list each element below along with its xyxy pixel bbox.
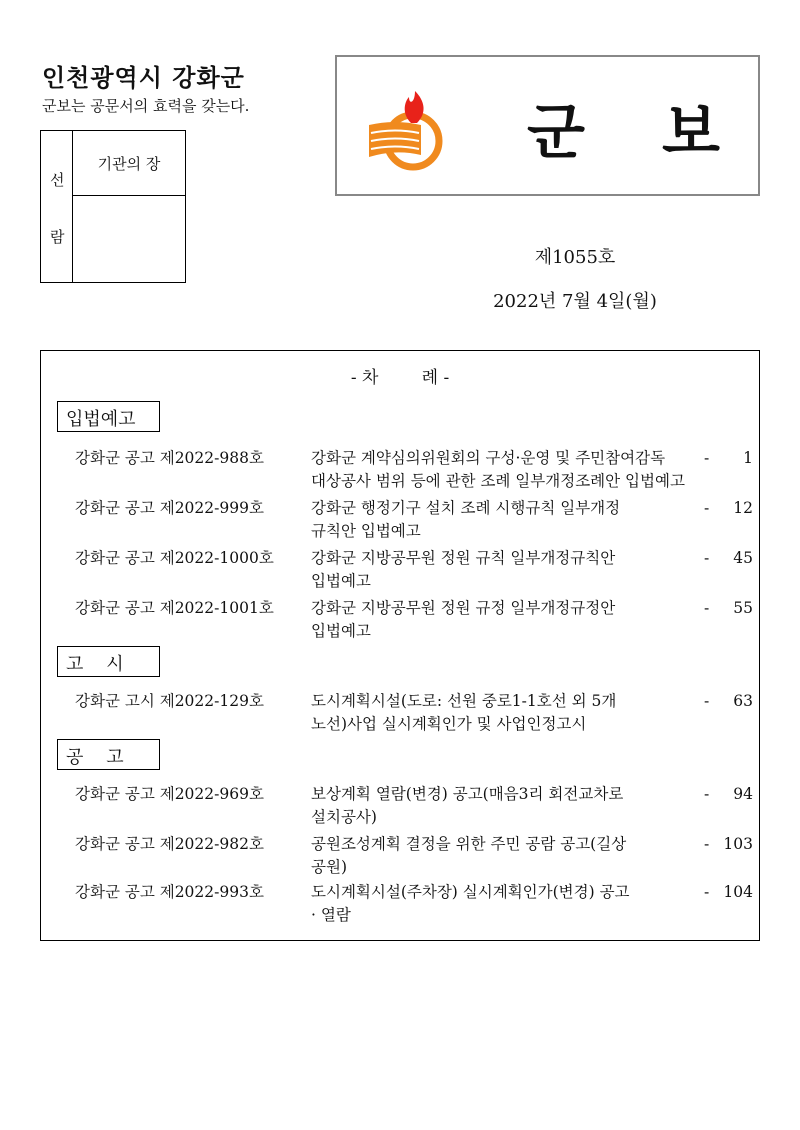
page-number: 12 [733, 499, 753, 517]
notice-number: 강화군 고시 제2022-129호 [75, 692, 264, 710]
page-number: 103 [723, 835, 753, 853]
gazette-title-2: 보 [662, 98, 720, 168]
approval-label-1: 선 [50, 171, 65, 189]
entry-title-line-1: 도시계획시설(주차장) 실시계획인가(변경) 공고 [311, 883, 630, 901]
approval-box [40, 130, 186, 283]
entry-title-line-2: 공원) [311, 858, 347, 876]
county-emblem-icon [365, 83, 455, 175]
leader-dash: - [704, 449, 710, 467]
entry-title-line-1: 강화군 행정기구 설치 조례 시행규칙 일부개정 [311, 499, 621, 517]
issue-date: 2022년 7월 4일(월) [493, 291, 657, 312]
entry-title-line-1: 강화군 지방공무원 정원 규정 일부개정규정안 [311, 599, 616, 617]
motto: 군보는 공문서의 효력을 갖는다. [42, 97, 250, 115]
page-number: 45 [733, 549, 753, 567]
gazette-title-1: 군 [527, 98, 585, 168]
leader-dash: - [704, 883, 710, 901]
entry-title-line-1: 강화군 계약심의위원회의 구성·운영 및 주민참여감독 [311, 449, 666, 467]
leader-dash: - [704, 599, 710, 617]
notice-number: 강화군 공고 제2022-1000호 [75, 549, 274, 567]
leader-dash: - [704, 692, 710, 710]
leader-dash: - [704, 549, 710, 567]
leader-dash: - [704, 785, 710, 803]
leader-dash: - [704, 835, 710, 853]
entry-title-line-2: 입법예고 [311, 622, 371, 640]
leader-dash: - [704, 499, 710, 517]
notice-number: 강화군 공고 제2022-999호 [75, 499, 264, 517]
organization-name: 인천광역시 강화군 [42, 64, 245, 92]
entry-title-line-1: 도시계획시설(도로: 선원 중로1-1호선 외 5개 [311, 692, 617, 710]
page-number: 94 [733, 785, 753, 803]
entry-title-line-2: 노선)사업 실시계획인가 및 사업인정고시 [311, 715, 587, 733]
notice-number: 강화군 공고 제2022-982호 [75, 835, 264, 853]
approval-label-2: 람 [50, 228, 65, 246]
entry-title-line-1: 강화군 지방공무원 정원 규칙 일부개정규칙안 [311, 549, 616, 567]
section-header: 고 시 [57, 646, 160, 677]
page-number: 1 [743, 449, 753, 467]
masthead [335, 55, 760, 196]
table-of-contents [40, 350, 760, 941]
notice-number: 강화군 공고 제2022-969호 [75, 785, 264, 803]
entry-title-line-1: 공원조성계획 결정을 위한 주민 공람 공고(길상 [311, 835, 627, 853]
notice-number: 강화군 공고 제2022-988호 [75, 449, 264, 467]
section-header: 공 고 [57, 739, 160, 770]
entry-title-line-2: 규칙안 입법예고 [311, 522, 421, 540]
toc-title: - 차 례 - [350, 368, 450, 388]
page-number: 55 [733, 599, 753, 617]
entry-title-line-2: 설치공사) [311, 808, 377, 826]
entry-title-line-2: 입법예고 [311, 572, 371, 590]
entry-title-line-1: 보상계획 열람(변경) 공고(매음3리 회전교차로 [311, 785, 624, 803]
page-number: 104 [723, 883, 753, 901]
approval-head: 기관의 장 [73, 131, 185, 196]
entry-title-line-2: · 열람 [311, 906, 351, 924]
notice-number: 강화군 공고 제2022-993호 [75, 883, 264, 901]
entry-title-line-2: 대상공사 범위 등에 관한 조례 일부개정조례안 입법예고 [311, 472, 685, 490]
notice-number: 강화군 공고 제2022-1001호 [75, 599, 274, 617]
page-number: 63 [733, 692, 753, 710]
approval-label-column [41, 131, 73, 282]
issue-number: 제1055호 [534, 247, 616, 268]
section-header: 입법예고 [57, 401, 160, 432]
